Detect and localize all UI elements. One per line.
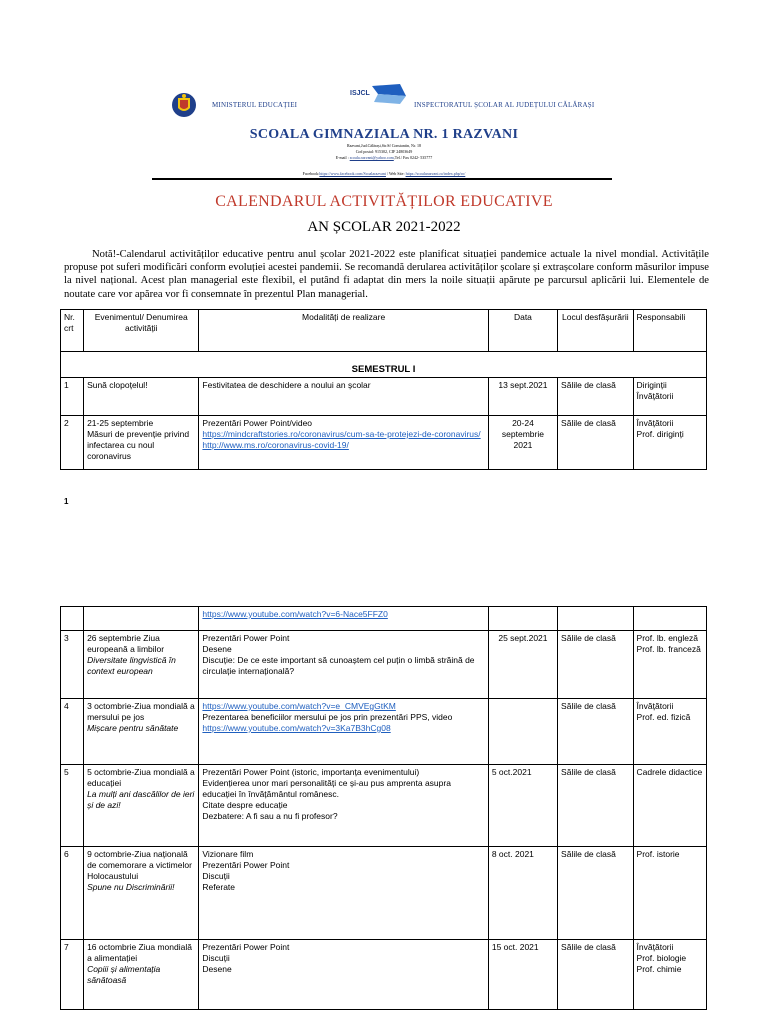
row-place: Sălile de clasă (558, 378, 634, 416)
mode-line: Desene (202, 964, 232, 974)
row-mode (199, 765, 488, 847)
event-date: 21-25 septembrie (87, 418, 154, 428)
school-contact (0, 155, 768, 160)
resource-link[interactable]: http://www.ms.ro/coronavirus-covid-19/ (202, 440, 349, 450)
table-row (61, 378, 707, 416)
table-header-row (61, 310, 707, 352)
event-name: 5 octombrie-Ziua mondială a educației (87, 767, 195, 788)
mode-line: Prezentarea beneficiilor mersului pe jos prin prezentări PPS, video (202, 712, 453, 722)
school-postal-code: Cod postal: 915302, CIF 24803649 (355, 149, 413, 154)
row-resp (633, 940, 706, 1010)
event-motto: Mișcare pentru sănătate (87, 723, 179, 733)
resp-line: Prof. lb. franceză (636, 644, 701, 654)
row-mode: Festivitatea de deschidere a noului an școlar (199, 378, 488, 416)
row-place: Sălile de clasă (558, 765, 634, 847)
event-name: 3 octombrie-Ziua mondială a mersului pe jos (87, 701, 195, 722)
header-nr: Nr. crt (61, 310, 84, 352)
mode-line: Discuții (202, 871, 230, 881)
inspectorate-name: INSPECTORATUL ȘCOLAR AL JUDEȚULUI CĂLĂRAȘI (414, 101, 595, 109)
row-nr: 2 (61, 416, 84, 470)
mode-line: Dezbatere: A fi sau a nu fi profesor? (202, 811, 338, 821)
event-motto: La mulți ani dascălilor de ieri și de azi! (87, 789, 195, 810)
row-resp (633, 416, 706, 470)
mode-line: Evidențierea unor mari personalități ce și-au pus amprenta asupra educației în învățământul românesc. (202, 778, 451, 799)
resp-line: Învățătorii (636, 701, 674, 711)
table-row (61, 847, 707, 940)
mode-line: Discuții (202, 953, 230, 963)
row-nr: 6 (61, 847, 84, 940)
row-mode (199, 631, 488, 699)
resp-line: Învățătorii (636, 942, 674, 952)
row-mode (199, 416, 488, 470)
mode-line: Prezentări Power Point (202, 860, 290, 870)
email-link[interactable]: scoala.razvani@yahoo.com (349, 155, 394, 160)
row-mode (199, 847, 488, 940)
isj-logo (350, 82, 412, 110)
school-name: SCOALA GIMNAZIALA NR. 1 RAZVANI (249, 127, 519, 142)
resp-line: Prof. ed. fizică (636, 712, 691, 722)
row-nr: 7 (61, 940, 84, 1010)
row-date: 8 oct. 2021 (488, 847, 557, 940)
row-event (84, 416, 199, 470)
header-date: Data (488, 310, 557, 352)
document-title: CALENDARUL ACTIVITĂȚILOR EDUCATIVE (215, 193, 553, 210)
resp-line: Prof. lb. engleză (636, 633, 698, 643)
resp-line: Diriginții (636, 380, 667, 390)
table-row (61, 607, 707, 631)
row-date: 15 oct. 2021 (488, 940, 557, 1010)
mode-line: Discuție: De ce este important să cunoaștem cel puțin o limbă străină de circulație internațională? (202, 655, 475, 676)
facebook-label: Facebook: (302, 171, 320, 176)
row-event (84, 765, 199, 847)
row-date: 5 oct.2021 (488, 765, 557, 847)
event-name: 16 octombrie Ziua mondială a alimentației (87, 942, 192, 963)
semester-title: SEMESTRUL I (61, 352, 707, 378)
event-motto: Spune nu Discriminării! (87, 882, 175, 892)
mode-line: Citate despre educație (202, 800, 288, 810)
romanian-coat-of-arms-logo (164, 90, 204, 120)
website-link[interactable]: https://scoalarazvani.ro/index.php/ro/ (405, 171, 466, 176)
activities-table-page2 (60, 606, 707, 1010)
resource-link[interactable]: https://www.youtube.com/watch?v=e_CMVEgGtKM (202, 701, 396, 711)
row-nr: 5 (61, 765, 84, 847)
row-place: Sălile de clasă (558, 699, 634, 765)
row-place: Sălile de clasă (558, 847, 634, 940)
mode-line: Prezentări Power Point/video (202, 418, 313, 428)
mode-line: Desene (202, 644, 232, 654)
table-row (61, 631, 707, 699)
school-address: Razvani,Jud.Călărași,Str.Sf Constantin, Nr. 18 (346, 143, 422, 148)
table-row (61, 940, 707, 1010)
facebook-link[interactable]: https://www.facebook.com/Scoalarazvani (319, 171, 386, 176)
table-row (61, 416, 707, 470)
intro-note (64, 248, 709, 301)
resource-link[interactable]: https://www.youtube.com/watch?v=3Ka7B3hCg08 (202, 723, 391, 733)
website-label: / Web Site: (386, 171, 405, 176)
row-event (84, 847, 199, 940)
header-place: Locul desfășurării (558, 310, 634, 352)
row-event: Sună clopoțelul! (84, 378, 199, 416)
row-event (84, 940, 199, 1010)
row-event (84, 631, 199, 699)
tel-fax: ,Tel./ Fax 0242- 535777 (393, 155, 433, 160)
resource-link[interactable]: https://mindcraftstories.ro/coronavirus/cum-sa-te-protejezi-de-coronavirus/ (202, 429, 481, 439)
resp-line: Prof. diriginți (636, 429, 684, 439)
event-motto: Diversitate lingvistică în context european (87, 655, 176, 676)
row-mode (199, 940, 488, 1010)
row-resp (633, 631, 706, 699)
event-motto: Copiii și alimentația sănătoasă (87, 964, 161, 985)
resp-line: Învățătorii (636, 418, 674, 428)
row-mode (199, 607, 488, 631)
activities-table-page1 (60, 309, 707, 470)
page-number: 1 (64, 497, 69, 506)
header-mode: Modalități de realizare (199, 310, 488, 352)
row-date: 13 sept.2021 (488, 378, 557, 416)
event-name: 9 octombrie-Ziua națională de comemorare a victimelor Holocaustului (87, 849, 192, 881)
row-nr: 4 (61, 699, 84, 765)
table-row (61, 765, 707, 847)
school-web (0, 171, 768, 176)
resource-link[interactable]: https://www.youtube.com/watch?v=6-Nace5FFZ0 (202, 609, 388, 619)
mode-line: Prezentări Power Point (istoric, importanța evenimentului) (202, 767, 420, 777)
mode-line: Prezentări Power Point (202, 633, 290, 643)
header-divider (152, 178, 612, 180)
row-resp: Prof. istorie (633, 847, 706, 940)
mode-line: Prezentări Power Point (202, 942, 290, 952)
resp-line: Învățătorii (636, 391, 674, 401)
row-nr: 1 (61, 378, 84, 416)
row-mode (199, 699, 488, 765)
row-resp: Cadrele didactice (633, 765, 706, 847)
resp-line: Prof. biologie (636, 953, 687, 963)
header-event: Evenimentul/ Denumirea activității (84, 310, 199, 352)
row-date: 20-24 septembrie 2021 (488, 416, 557, 470)
row-resp (633, 699, 706, 765)
email-label: E-mail : (335, 155, 349, 160)
header-resp: Responsabili (633, 310, 706, 352)
row-place: Sălile de clasă (558, 940, 634, 1010)
row-place: Sălile de clasă (558, 631, 634, 699)
event-name: Măsuri de prevenție privind infectarea cu noul coronavirus (87, 429, 190, 461)
row-date (488, 699, 557, 765)
note-text: Notă!-Calendarul activităților educative pentru anul școlar 2021-2022 este planificat situației pandemice actuale la nivel mondial. Activitățile propuse pot suferi modificări conform evoluției acestei pandemii. Se recomandă derularea activităților școlare și extrașcolare conform măsurilor impuse la nivel național. Acest plan managerial este flexibil, el putând fi adaptat din mers la noile situații apărute pe parcursul aplicării lui. Elementele de noutate care vor apărea vor fi consemnate în prezentul Plan managerial. (64, 249, 709, 300)
row-nr: 3 (61, 631, 84, 699)
row-resp (633, 378, 706, 416)
ministry-name: MINISTERUL EDUCAȚIEI (212, 101, 298, 109)
mode-line: Vizionare film (202, 849, 254, 859)
event-name: 26 septembrie Ziua europeană a limbilor (87, 633, 165, 654)
semester-row (61, 352, 707, 378)
mode-line: Referate (202, 882, 236, 892)
isj-logo-text: ISJCL (350, 90, 370, 97)
resp-line: Prof. chimie (636, 964, 682, 974)
row-date: 25 sept.2021 (488, 631, 557, 699)
school-year-title: AN ȘCOLAR 2021-2022 (307, 219, 461, 235)
row-place: Sălile de clasă (558, 416, 634, 470)
table-row (61, 699, 707, 765)
row-event (84, 699, 199, 765)
